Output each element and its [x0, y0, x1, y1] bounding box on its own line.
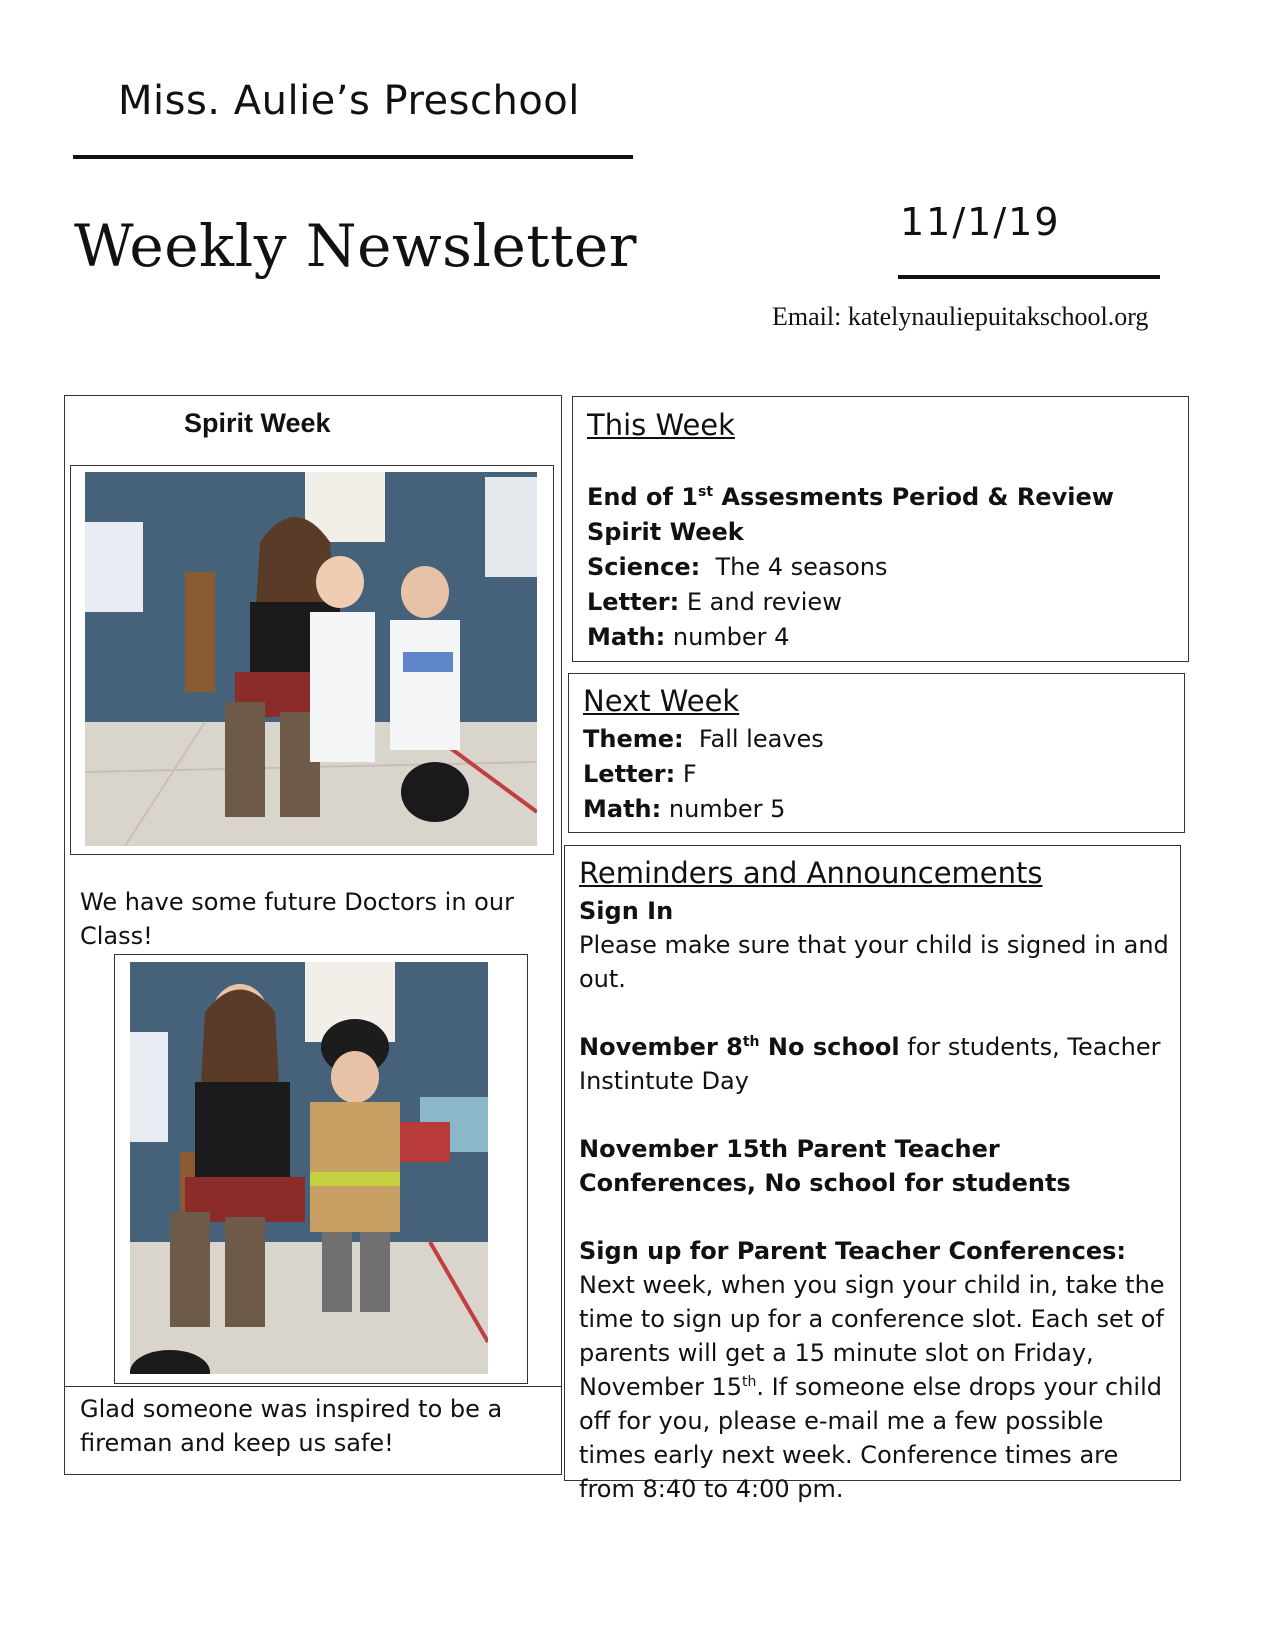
assessment-line: End of 1st Assesments Period & Review: [587, 483, 1114, 511]
school-name: Miss. Aulie’s Preschool: [118, 78, 580, 124]
reminders-title: Reminders and Announcements: [579, 856, 1043, 890]
spirit-week-line: Spirit Week: [587, 518, 744, 546]
fireman-photo: [130, 962, 488, 1374]
date-rule: [898, 275, 1160, 279]
next-week-title: Next Week: [583, 684, 740, 718]
theme-line: Theme: Fall leaves: [583, 725, 824, 753]
november-8-reminder: November 8th No school for students, Teacher Instintute Day: [579, 1033, 1161, 1095]
fireman-caption: Glad someone was inspired to be a fireman and keep us safe!: [80, 1395, 503, 1457]
doctors-photo: [85, 472, 537, 846]
doctors-caption: We have some future Doctors in our Class!: [80, 888, 514, 950]
conference-signup-reminder: Sign up for Parent Teacher Conferences: Next week, when you sign your child in, take the time to sign up for a conference slot. Each set of parents will get a 15 minute slot on Friday, November 15th. If someone else drops your child off for you, please e-mail me a few possible times early next week. Conference times are from 8:40 to 4:00 pm.: [579, 1237, 1165, 1503]
math-line: Math: number 5: [583, 795, 786, 823]
letter-line: Letter: E and review: [587, 588, 842, 616]
this-week-title: This Week: [587, 408, 735, 442]
math-line: Math: number 4: [587, 623, 790, 651]
reminders-body: [579, 894, 1174, 1540]
sign-in-reminder: Sign In Please make sure that your child is signed in and out.: [579, 897, 1169, 993]
email-line: Email: katelynauliepuitakschool.org: [772, 302, 1149, 331]
next-week-list: [583, 722, 1173, 827]
school-name-rule: [73, 155, 633, 159]
this-week-list: [587, 480, 1177, 655]
letter-line: Letter: F: [583, 760, 697, 788]
spirit-week-title: Spirit Week: [184, 408, 331, 438]
science-line: Science: The 4 seasons: [587, 553, 888, 581]
newsletter-title: Weekly Newsletter: [74, 212, 637, 280]
newsletter-date: 11/1/19: [900, 200, 1061, 244]
november-15-reminder: November 15th Parent Teacher Conferences, No school for students: [579, 1135, 1071, 1197]
